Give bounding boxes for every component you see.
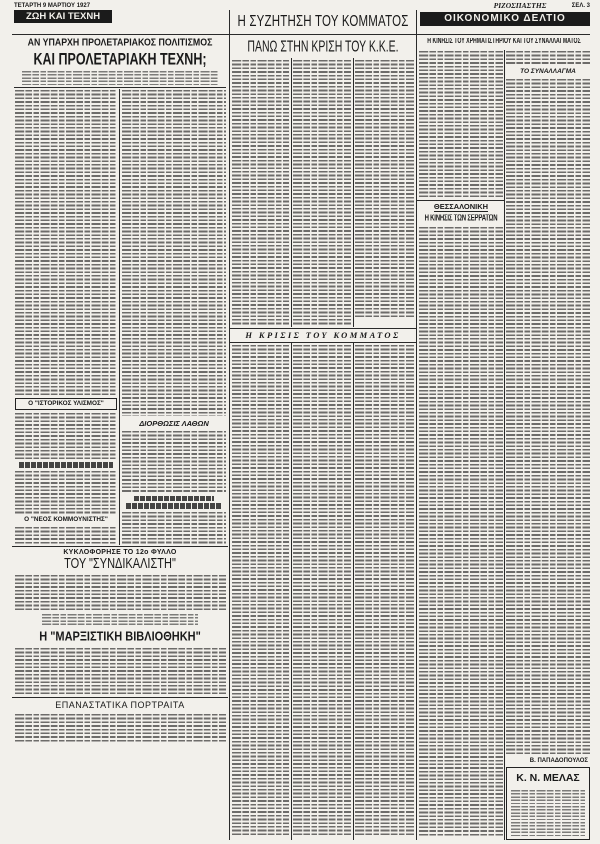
article-text bbox=[15, 575, 226, 612]
article-text bbox=[122, 90, 226, 416]
article-text bbox=[293, 345, 351, 837]
article-text bbox=[506, 51, 590, 66]
small-heading bbox=[134, 496, 214, 501]
party-headline-2: Η ΚΡΙΣΙΣ ΤΟΥ ΚΟΜΜΑΤΟΣ bbox=[245, 330, 401, 341]
headline-rule bbox=[230, 328, 416, 329]
portraits-heading: ΕΠΑΝΑΣΤΑΤΙΚΑ ΠΟΡΤΡΑΙΤΑ bbox=[55, 700, 185, 710]
column-rule bbox=[291, 58, 292, 327]
section-header-economy: ΟΙΚΟΝΟΜΙΚΟ ΔΕΛΤΙΟ bbox=[420, 12, 590, 26]
article-text bbox=[506, 79, 590, 755]
culture-headline-top: ΑΝ ΥΠΑΡΧΗ ΠΡΟΛΕΤΑΡΙΑΚΟΣ ΠΟΛΙΤΙΣΜΟΣ bbox=[27, 37, 213, 48]
section-header-party: Η ΣΥΖΗΤΗΣΗ ΤΟΥ ΚΟΜΜΑΤΟΣ bbox=[237, 13, 409, 30]
article-text bbox=[419, 51, 503, 199]
article-text bbox=[15, 90, 117, 396]
small-heading bbox=[19, 462, 113, 468]
marxist-library-heading: Η "ΜΑΡΞΙΣΤΙΚΗ ΒΙΒΛΙΟΘΗΚΗ" bbox=[39, 629, 201, 644]
article-text bbox=[355, 60, 414, 318]
header-rule bbox=[12, 34, 590, 35]
article-text bbox=[42, 614, 198, 625]
notice-rule bbox=[12, 546, 228, 547]
advertiser-name: Κ. Ν. ΜΕΛΑΣ bbox=[516, 771, 580, 784]
headline-rule bbox=[14, 87, 226, 88]
article-text bbox=[15, 648, 226, 696]
issue-date: ΤΕΤΑΡΤΗ 9 ΜΑΡΤΙΟΥ 1927 bbox=[14, 3, 91, 9]
exchange-heading: ΤΟ ΣΥΝΑΛΛΑΓΜΑ bbox=[520, 68, 576, 75]
small-heading bbox=[126, 503, 222, 509]
section-header-culture: ΖΩΗ ΚΑΙ ΤΕΧΝΗ bbox=[14, 10, 112, 23]
article-text bbox=[122, 431, 226, 493]
page-number: ΣΕΛ. 3 bbox=[571, 3, 590, 9]
syndicalist-notice-line2: ΤΟΥ "ΣΥΝΔΙΚΑΛΙΣΤΗ" bbox=[64, 557, 176, 572]
culture-headline-main: ΚΑΙ ΠΡΟΛΕΤΑΡΙΑΚΗ ΤΕΧΝΗ; bbox=[33, 49, 207, 69]
advertisement-box bbox=[506, 767, 590, 840]
article-text bbox=[15, 413, 117, 460]
headline-rule bbox=[230, 342, 416, 343]
column-rule bbox=[353, 343, 354, 840]
historical-materialism-heading: Ο "ΙΣΤΟΡΙΚΟΣ ΥΛΙΣΜΟΣ" bbox=[15, 398, 117, 410]
column-rule bbox=[119, 89, 120, 545]
party-headline: ΠΑΝΩ ΣΤΗΝ ΚΡΙΣΗ ΤΟΥ Κ.Κ.Ε. bbox=[247, 38, 399, 56]
article-text bbox=[355, 345, 414, 837]
column-rule bbox=[291, 343, 292, 840]
new-communist-heading: Ο "ΝΕΟΣ ΚΟΜΜΟΥΝΙΣΤΗΣ" bbox=[24, 516, 108, 524]
notice-rule bbox=[12, 697, 228, 698]
article-text bbox=[232, 60, 289, 326]
article-text bbox=[122, 512, 226, 545]
article-subtitle bbox=[22, 71, 218, 85]
dateline: ΘΕΣΣΑΛΟΝΙΚΗ bbox=[433, 203, 489, 211]
article-text bbox=[419, 227, 503, 837]
article-text bbox=[15, 527, 117, 545]
economy-headline: Η ΚΙΝΗΣΙΣ ΤΟΥ ΧΡΗΜΑΤΙΣΤΗΡΙΟΥ ΚΑΙ ΤΟΥ ΣΥΝΑΛΛΑΓΜΑΤΟΣ bbox=[427, 38, 581, 47]
section-rule bbox=[416, 10, 417, 840]
syndicalist-notice-line1: ΚΥΚΛΟΦΟΡΗΣΕ ΤΟ 12ο ΦΥΛΛΟ bbox=[63, 548, 177, 556]
article-text bbox=[15, 471, 117, 514]
section-rule bbox=[229, 10, 230, 840]
newspaper-name: ΡΙΖΟΣΠΑΣΤΗΣ bbox=[493, 1, 547, 10]
article-rule bbox=[417, 200, 504, 201]
article-text bbox=[232, 345, 289, 837]
column-rule bbox=[353, 58, 354, 327]
author-signature: Β. ΠΑΠΑΔΟΠΟΥΛΟΣ bbox=[529, 758, 588, 764]
article-text bbox=[293, 60, 351, 326]
article-text bbox=[15, 714, 226, 742]
thessaloniki-headline: Η ΚΙΝΗΣΙΣ ΤΩΝ ΣΕΡΡΑΤΩΝ bbox=[424, 214, 498, 224]
column-rule bbox=[504, 50, 505, 840]
advertisement-text bbox=[511, 790, 585, 836]
errata-heading: ΔΙΟΡΘΩΣΙΣ ΛΑΘΩΝ bbox=[139, 419, 209, 429]
